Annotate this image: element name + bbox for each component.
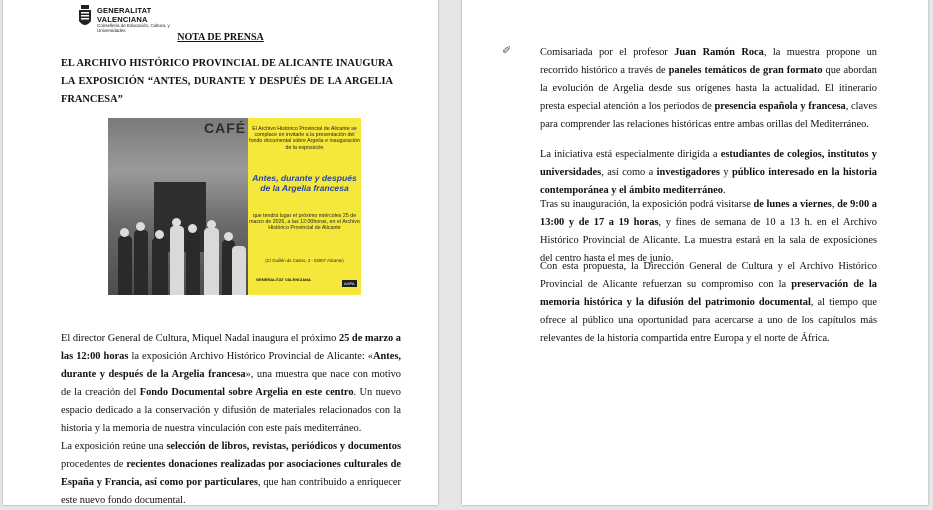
coat-of-arms-icon [77, 5, 93, 31]
person-head [136, 222, 145, 231]
person-figure [118, 236, 132, 295]
person-head [155, 230, 164, 239]
paragraph-audience: La iniciativa está especialmente dirigida a estudiantes de colegios, institutos y universidades, así como a investigadores y público interesado en la historia contemporánea y el ámbito mediterráneo. [540, 149, 878, 196]
logo-line-3: Conselleria de Educación, Cultura, y Universidades [97, 23, 170, 33]
exhibition-poster [108, 118, 361, 295]
person-figure [170, 226, 184, 295]
poster-invitation: El Archivo Histórico Provincial de Alicante se complace en invitarle a la presentación del fondo documental sobre Argelia e inauguración de la exposición [249, 126, 360, 151]
press-release-heading: EL ARCHIVO HISTÓRICO PROVINCIAL DE ALICANTE INAUGURA LA EXPOSICIÓN “ANTES, DURANTE Y DESPUÉS DE LA ARGELIA FRANCESA” [61, 58, 393, 105]
logo-line-2: VALENCIANA [97, 15, 148, 24]
person-figure [186, 232, 200, 295]
paragraph-curator: Comisariada por el profesor Juan Ramón Roca, la muestra propone un recorrido histórico a través de paneles temáticos de gran formato que abordan la evolución de Argelia desde sus orígenes hasta la actualidad. El itinerario presta especial atención a los periodos de presencia española y francesa, claves para comprender las relaciones históricas entre ambas orillas del Mediterráneo. [540, 47, 877, 130]
paragraph-schedule: Tras su inauguración, la exposición podrá visitarse de lunes a viernes, de 9:00 a 13:00 y de 17 a 19 horas, y fines de semana de 10 a 13 h. en el Archivo Histórico Provincial de Alicante. La muestra estará en la sala de exposiciones del centro hasta el mes de junio. [540, 199, 877, 264]
edit-cursor-icon: ✐ [502, 44, 512, 57]
person-head [188, 224, 197, 233]
generalitat-logo [77, 5, 217, 33]
person-figure [152, 238, 168, 295]
poster-info-panel [248, 118, 361, 295]
poster-date: que tendrá lugar el próximo miércoles 25 de marzo de 2026, a las 12:00horas, en el Archivo Histórico Provincial de Alicante [249, 213, 360, 232]
document-page-1 [3, 0, 438, 505]
person-head [207, 220, 216, 229]
cafe-sign: CAFÉ [204, 120, 247, 136]
historic-cafe-photo [108, 118, 248, 295]
paragraph-exhibition: La exposición reúne una selección de libros, revistas, periódicos y documentos procedentes de recientes donaciones realizadas por asociaciones culturales de España y Francia, así como por particulares, que han contribuido a enriquecer este nuevo fondo documental. [61, 441, 401, 506]
logo-line-1: GENERALITAT [97, 6, 152, 15]
document-page-2 [462, 0, 928, 505]
poster-badge: AHPA [344, 281, 355, 286]
poster-address: (C/ Guillén de Castro, 3 - 03007 Alicante) [265, 258, 344, 263]
poster-logo: GENERALITAT VALENCIANA [256, 277, 311, 282]
person-figure [134, 230, 148, 295]
paragraph-intro: El director General de Cultura, Miquel Nadal inaugura el próximo 25 de marzo a las 12:00 horas la exposición Archivo Histórico Provincial de Alicante: «Antes, durante y después de la Argelia francesa», una muestra que nace con motivo de la creación del Fondo Documental sobre Argelia en este centro. Un nuevo espacio dedicado a la conservación y difusión de materiales relacionados con la historia y la memoria de nuestra vinculación con este país mediterráneo. [61, 333, 401, 434]
press-release-label: NOTA DE PRENSA [177, 32, 264, 43]
paragraph-closing: Con esta propuesta, la Dirección General de Cultura y el Archivo Histórico Provincial de Alicante refuerzan su compromiso con la preservación de la memoria histórica y la difusión del patrimonio documental, al tiempo que ofrece al público una oportunidad para acercarse a uno de los capítulos más relevantes de la historia compartida entre Europa y el norte de África. [540, 261, 877, 344]
person-figure [232, 246, 246, 295]
poster-title: Antes, durante y después de la Argelia francesa [252, 173, 357, 193]
person-figure [204, 228, 219, 295]
person-head [224, 232, 233, 241]
person-head [120, 228, 129, 237]
person-head [172, 218, 181, 227]
